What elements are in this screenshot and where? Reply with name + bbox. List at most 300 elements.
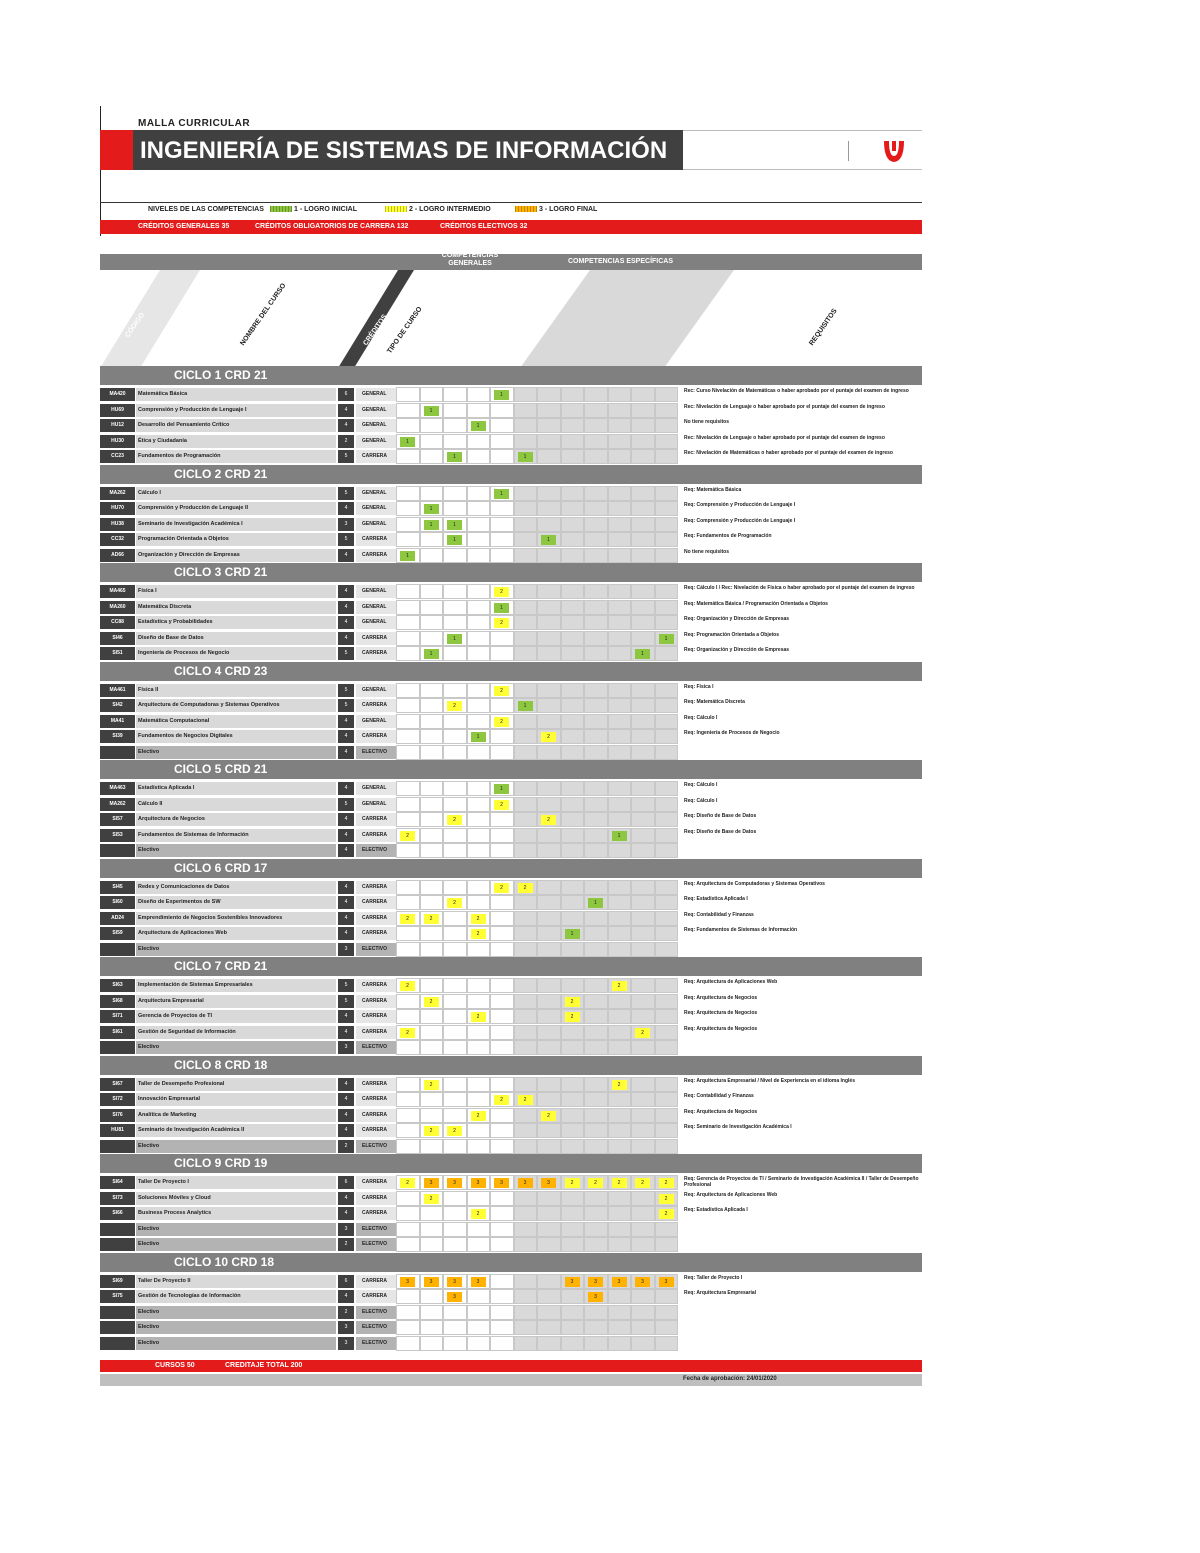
competency-cell xyxy=(443,745,467,760)
course-name: Diseño de Base de Datos xyxy=(136,632,336,645)
course-row xyxy=(100,1191,922,1207)
course-credits: 4 xyxy=(338,1109,354,1122)
course-type: ELECTIVO xyxy=(356,1337,396,1350)
level-1-swatch xyxy=(270,206,292,212)
course-type: CARRERA xyxy=(356,1109,396,1122)
competency-cell xyxy=(396,1108,420,1123)
course-requisites: Req: Arquitectura Empresarial / Nivel de Experiencia en el idioma Inglés xyxy=(683,1078,922,1091)
competency-cell xyxy=(443,1175,467,1190)
total-credits: CREDITAJE TOTAL 200 xyxy=(225,1362,303,1369)
competency-cell xyxy=(655,1274,679,1289)
course-code: MA262 xyxy=(100,487,135,500)
competency-cell xyxy=(608,1206,632,1221)
competency-cell xyxy=(631,501,655,516)
competency-cell xyxy=(608,1040,632,1055)
course-requisites: Req: Gerencia de Proyectos de TI / Seminario de Investigación Académica II / Taller de Desempeño Profesional xyxy=(683,1176,922,1189)
competency-cell xyxy=(490,978,514,993)
competency-cell xyxy=(537,994,561,1009)
competency-cell xyxy=(467,781,491,796)
competency-cell xyxy=(561,926,585,941)
course-requisites: Rec: Nivelación de Matemáticas o haber aprobado por el puntaje del examen de ingreso xyxy=(683,450,922,463)
competency-cell xyxy=(396,584,420,599)
competency-cell xyxy=(514,1274,538,1289)
competency-cell xyxy=(561,1305,585,1320)
competency-cell xyxy=(396,1009,420,1024)
course-credits: 4 xyxy=(338,1290,354,1303)
competency-cell xyxy=(396,486,420,501)
course-requisites: Req: Organización y Dirección de Empresas xyxy=(683,647,922,660)
competency-cell xyxy=(420,729,444,744)
competency-cell xyxy=(490,797,514,812)
competency-cell xyxy=(490,532,514,547)
course-row xyxy=(100,714,922,730)
competency-cell xyxy=(490,631,514,646)
competency-cell xyxy=(443,646,467,661)
level-3 xyxy=(515,206,597,213)
competency-cell xyxy=(467,683,491,698)
competency-cell xyxy=(655,683,679,698)
competency-cell xyxy=(514,387,538,402)
course-requisites xyxy=(683,1306,922,1319)
competency-cell xyxy=(631,1025,655,1040)
competency-cell xyxy=(537,517,561,532)
competency-cell xyxy=(561,418,585,433)
course-row xyxy=(100,418,922,434)
competency-cell xyxy=(584,449,608,464)
competency-cell xyxy=(608,880,632,895)
competency-cell xyxy=(631,646,655,661)
competency-cell xyxy=(631,745,655,760)
competency-cell xyxy=(396,843,420,858)
competency-cell xyxy=(655,615,679,630)
course-code: SI69 xyxy=(100,1275,135,1288)
course-code: MA262 xyxy=(100,798,135,811)
competency-cell xyxy=(420,1009,444,1024)
competency-cell xyxy=(537,1040,561,1055)
competency-cell xyxy=(584,1123,608,1138)
competency-cell xyxy=(655,714,679,729)
course-credits: 3 xyxy=(338,1321,354,1334)
competency-cell xyxy=(561,781,585,796)
course-credits: 5 xyxy=(338,684,354,697)
course-requisites xyxy=(683,1238,922,1251)
competency-cell xyxy=(396,942,420,957)
competency-cell xyxy=(655,501,679,516)
competency-cell xyxy=(514,926,538,941)
competency-cell xyxy=(631,942,655,957)
competency-cell xyxy=(467,1305,491,1320)
competency-level-mark: 1 xyxy=(635,649,650,659)
course-type: GENERAL xyxy=(356,798,396,811)
competency-cell xyxy=(537,911,561,926)
competency-cell xyxy=(584,1320,608,1335)
competency-level-mark: 3 xyxy=(471,1277,486,1287)
competency-cell xyxy=(631,486,655,501)
course-credits: 4 xyxy=(338,1078,354,1091)
competency-cell xyxy=(443,1320,467,1335)
competency-level-mark: 1 xyxy=(400,437,415,447)
competency-cell xyxy=(467,729,491,744)
competency-cell xyxy=(561,501,585,516)
competency-cell xyxy=(655,1320,679,1335)
course-code: SI72 xyxy=(100,1093,135,1106)
course-row xyxy=(100,486,922,502)
competency-cell xyxy=(420,781,444,796)
curriculum-rows xyxy=(100,366,922,1351)
competency-cell xyxy=(631,449,655,464)
competency-cell xyxy=(467,698,491,713)
course-row xyxy=(100,942,922,958)
competency-cell xyxy=(420,387,444,402)
competency-level-mark: 2 xyxy=(424,1080,439,1090)
competency-cell xyxy=(584,1191,608,1206)
competency-cell xyxy=(584,1077,608,1092)
course-requisites: Req: Programación Orientada a Objetos xyxy=(683,632,922,645)
competency-cell xyxy=(631,1191,655,1206)
competency-cell xyxy=(608,1305,632,1320)
competency-cell xyxy=(420,926,444,941)
competency-cell xyxy=(631,1108,655,1123)
course-requisites: Req: Arquitectura de Aplicaciones Web xyxy=(683,979,922,992)
course-code: SI76 xyxy=(100,1109,135,1122)
course-row xyxy=(100,434,922,450)
competency-cell xyxy=(443,781,467,796)
competency-cell xyxy=(561,1040,585,1055)
totals-bar xyxy=(100,1360,922,1372)
course-credits: 4 xyxy=(338,896,354,909)
competency-level-mark: 2 xyxy=(424,1126,439,1136)
competency-cell xyxy=(396,994,420,1009)
competency-cell xyxy=(584,1040,608,1055)
competency-cell xyxy=(608,1139,632,1154)
level-1 xyxy=(270,206,357,213)
competency-level-mark: 1 xyxy=(424,520,439,530)
course-type: GENERAL xyxy=(356,782,396,795)
course-credits: 4 xyxy=(338,502,354,515)
competency-cell xyxy=(584,994,608,1009)
competency-cell xyxy=(490,1025,514,1040)
course-row xyxy=(100,548,922,564)
competency-level-mark: 3 xyxy=(424,1178,439,1188)
competency-level-mark: 1 xyxy=(447,535,462,545)
competency-cell xyxy=(561,600,585,615)
competency-level-mark: 1 xyxy=(565,929,580,939)
competency-cell xyxy=(631,1009,655,1024)
competency-cell xyxy=(443,1237,467,1252)
competency-cell xyxy=(467,1206,491,1221)
competency-cell xyxy=(490,942,514,957)
competency-cell xyxy=(490,926,514,941)
course-name: Implementación de Sistemas Empresariales xyxy=(136,979,336,992)
competency-cell xyxy=(655,631,679,646)
competency-cell xyxy=(655,1123,679,1138)
competency-cell xyxy=(396,418,420,433)
course-requisites: Req: Matemática Discreta xyxy=(683,699,922,712)
competency-cell xyxy=(631,1289,655,1304)
competency-cell xyxy=(631,387,655,402)
competency-cell xyxy=(490,781,514,796)
competency-level-mark: 2 xyxy=(612,1178,627,1188)
competency-cell xyxy=(467,1222,491,1237)
competency-cell xyxy=(420,1040,444,1055)
competency-cell xyxy=(396,387,420,402)
competency-cell xyxy=(561,1175,585,1190)
competency-cell xyxy=(631,1123,655,1138)
competency-level-mark: 2 xyxy=(471,1012,486,1022)
competency-cell xyxy=(420,1175,444,1190)
competency-cell xyxy=(443,1009,467,1024)
competency-cell xyxy=(490,584,514,599)
competency-cell xyxy=(561,828,585,843)
competency-cell xyxy=(420,1320,444,1335)
competency-cell xyxy=(420,1336,444,1351)
competency-cell xyxy=(537,880,561,895)
competency-level-mark: 1 xyxy=(447,520,462,530)
competency-cell xyxy=(514,646,538,661)
course-code: SI68 xyxy=(100,995,135,1008)
competency-cell xyxy=(584,1274,608,1289)
course-requisites: No tiene requisitos xyxy=(683,549,922,562)
course-type: CARRERA xyxy=(356,1290,396,1303)
competency-cell xyxy=(608,683,632,698)
competency-cell xyxy=(490,449,514,464)
competency-cell xyxy=(631,978,655,993)
competency-cell xyxy=(537,1139,561,1154)
course-requisites: Req: Diseño de Base de Datos xyxy=(683,813,922,826)
course-requisites: Req: Seminario de Investigación Académica I xyxy=(683,1124,922,1137)
competency-cell xyxy=(396,828,420,843)
competency-cell xyxy=(443,797,467,812)
cycle-header: CICLO 5 CRD 21 xyxy=(100,760,922,779)
course-type: CARRERA xyxy=(356,896,396,909)
competency-cell xyxy=(420,434,444,449)
course-type: GENERAL xyxy=(356,518,396,531)
course-code: CC32 xyxy=(100,533,135,546)
course-code: MA461 xyxy=(100,684,135,697)
credits-bar xyxy=(100,220,922,234)
course-requisites: Req: Comprensión y Producción de Lenguaje I xyxy=(683,518,922,531)
competency-cell xyxy=(655,1025,679,1040)
level-3-swatch xyxy=(515,206,537,212)
competency-cell xyxy=(467,926,491,941)
course-code xyxy=(100,1238,135,1251)
course-name: Electivo xyxy=(136,1321,336,1334)
competency-cell xyxy=(396,781,420,796)
competency-cell xyxy=(396,1077,420,1092)
logo-area xyxy=(683,130,922,170)
course-row xyxy=(100,1320,922,1336)
course-requisites: Req: Arquitectura Empresarial xyxy=(683,1290,922,1303)
competency-cell xyxy=(631,1175,655,1190)
competency-cell xyxy=(561,714,585,729)
competency-cell xyxy=(631,683,655,698)
course-name: Programación Orientada a Objetos xyxy=(136,533,336,546)
competency-cell xyxy=(420,1025,444,1040)
competency-cell xyxy=(490,911,514,926)
competency-cell xyxy=(561,1009,585,1024)
course-name: Electivo xyxy=(136,1041,336,1054)
competency-level-mark: 2 xyxy=(400,831,415,841)
competency-level-mark: 1 xyxy=(471,732,486,742)
competency-cell xyxy=(561,683,585,698)
competency-cell xyxy=(420,1108,444,1123)
competency-cell xyxy=(514,631,538,646)
competency-cell xyxy=(467,517,491,532)
competency-cell xyxy=(584,683,608,698)
course-requisites: Req: Estadística Aplicada I xyxy=(683,896,922,909)
competency-cell xyxy=(514,615,538,630)
competency-cell xyxy=(655,729,679,744)
course-name-header: NOMBRE DEL CURSO xyxy=(239,282,288,347)
competency-cell xyxy=(396,1206,420,1221)
competency-cell xyxy=(490,418,514,433)
competency-cell xyxy=(608,584,632,599)
course-requisites xyxy=(683,1140,922,1153)
competency-level-mark: 1 xyxy=(494,390,509,400)
competency-cell xyxy=(584,895,608,910)
competency-cell xyxy=(514,449,538,464)
competency-cell xyxy=(561,994,585,1009)
competency-cell xyxy=(608,434,632,449)
course-row xyxy=(100,978,922,994)
course-row xyxy=(100,812,922,828)
competency-cell xyxy=(514,745,538,760)
course-requisites xyxy=(683,943,922,956)
competency-cell xyxy=(514,698,538,713)
competency-cell xyxy=(537,584,561,599)
approval-bar xyxy=(100,1374,922,1386)
competency-cell xyxy=(514,797,538,812)
course-type: CARRERA xyxy=(356,647,396,660)
competency-cell xyxy=(561,584,585,599)
competency-cell xyxy=(608,615,632,630)
competency-cell xyxy=(584,1305,608,1320)
competency-cell xyxy=(396,1175,420,1190)
competency-cell xyxy=(561,1274,585,1289)
competency-cell xyxy=(631,418,655,433)
competency-cell xyxy=(537,449,561,464)
competency-level-mark: 1 xyxy=(612,831,627,841)
competency-cell xyxy=(561,729,585,744)
competency-cell xyxy=(608,517,632,532)
competency-cell xyxy=(514,812,538,827)
competency-cell xyxy=(655,1139,679,1154)
competency-cell xyxy=(655,895,679,910)
competency-cell xyxy=(584,403,608,418)
competency-cell xyxy=(467,911,491,926)
course-requisites xyxy=(683,1041,922,1054)
course-requisites: Rec: Nivelación de Lenguaje o haber aprobado por el puntaje del examen de ingreso xyxy=(683,404,922,417)
competency-cell xyxy=(537,1123,561,1138)
competency-cell xyxy=(631,1139,655,1154)
competency-cell xyxy=(584,1237,608,1252)
competency-level-mark: 3 xyxy=(447,1178,462,1188)
competency-cell xyxy=(608,1191,632,1206)
course-name: Cálculo II xyxy=(136,798,336,811)
competency-cell xyxy=(608,812,632,827)
competency-level-mark: 2 xyxy=(635,1028,650,1038)
course-row xyxy=(100,926,922,942)
course-code: HU70 xyxy=(100,502,135,515)
course-type: GENERAL xyxy=(356,388,396,401)
course-type: CARRERA xyxy=(356,699,396,712)
competency-level-mark: 1 xyxy=(494,603,509,613)
competency-cell xyxy=(584,714,608,729)
course-requisites xyxy=(683,1321,922,1334)
course-name: Desarrollo del Pensamiento Crítico xyxy=(136,419,336,432)
competency-cell xyxy=(655,1108,679,1123)
competency-cell xyxy=(537,797,561,812)
competency-cell xyxy=(561,517,585,532)
competency-cell xyxy=(467,978,491,993)
competency-cell xyxy=(396,548,420,563)
course-requisites: Req: Cálculo I xyxy=(683,798,922,811)
course-name: Gestión de Tecnologías de Información xyxy=(136,1290,336,1303)
competency-cell xyxy=(655,843,679,858)
course-credits: 5 xyxy=(338,995,354,1008)
competency-level-mark: 2 xyxy=(447,1126,462,1136)
competency-cell xyxy=(584,926,608,941)
course-type: CARRERA xyxy=(356,1093,396,1106)
competency-cell xyxy=(514,1108,538,1123)
competency-cell xyxy=(490,1336,514,1351)
competency-cell xyxy=(443,714,467,729)
competency-cell xyxy=(396,517,420,532)
course-name: Física II xyxy=(136,684,336,697)
competency-cell xyxy=(584,1025,608,1040)
course-credits: 5 xyxy=(338,798,354,811)
competency-level-mark: 2 xyxy=(612,981,627,991)
competency-cell xyxy=(490,1222,514,1237)
competency-cell xyxy=(631,926,655,941)
competency-cell xyxy=(537,729,561,744)
competency-cell xyxy=(537,1206,561,1221)
competency-cell xyxy=(631,1305,655,1320)
code-header: CÓDIGO xyxy=(124,311,147,339)
competency-cell xyxy=(420,517,444,532)
competency-cell xyxy=(537,1222,561,1237)
competency-cell xyxy=(396,1237,420,1252)
requisites-header: REQUISITOS xyxy=(808,307,839,347)
course-type: GENERAL xyxy=(356,404,396,417)
competency-cell xyxy=(467,501,491,516)
course-type: CARRERA xyxy=(356,730,396,743)
competency-cell xyxy=(561,1108,585,1123)
competency-cell xyxy=(537,1009,561,1024)
competency-cell xyxy=(537,1092,561,1107)
competency-cell xyxy=(655,1077,679,1092)
course-row xyxy=(100,1289,922,1305)
competency-cell xyxy=(631,1092,655,1107)
course-credits: 4 xyxy=(338,404,354,417)
course-code xyxy=(100,1306,135,1319)
competency-cell xyxy=(514,1320,538,1335)
course-type: CARRERA xyxy=(356,881,396,894)
competency-cell xyxy=(467,1123,491,1138)
competency-cell xyxy=(514,1009,538,1024)
competency-cell xyxy=(420,942,444,957)
course-name: Electivo xyxy=(136,1337,336,1350)
type-header: TIPO DE CURSO xyxy=(386,305,424,355)
course-row xyxy=(100,895,922,911)
course-type: CARRERA xyxy=(356,1275,396,1288)
competency-cell xyxy=(537,942,561,957)
competency-cell xyxy=(490,1092,514,1107)
competency-cell xyxy=(584,1139,608,1154)
competency-cell xyxy=(514,1175,538,1190)
competency-level-mark: 3 xyxy=(659,1277,674,1287)
competency-level-mark: 1 xyxy=(659,634,674,644)
